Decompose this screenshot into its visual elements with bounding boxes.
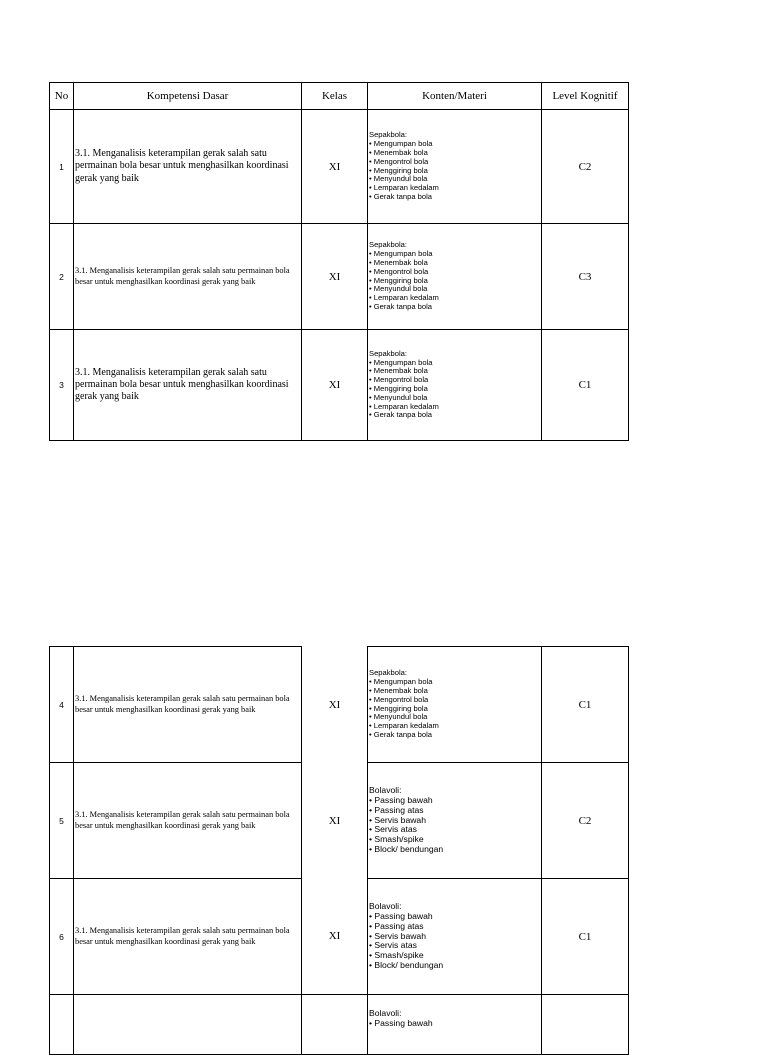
- konten-line: • Lemparan kedalam: [369, 401, 439, 411]
- konten-line: Bolavoli:: [369, 900, 402, 911]
- table-row: [50, 647, 629, 763]
- konten-materi-cell: [368, 879, 542, 995]
- header-kompetensi-dasar: Kompetensi Dasar: [74, 83, 302, 110]
- kelas-cell: XI: [302, 110, 368, 224]
- level-kognitif-cell: [542, 995, 629, 1055]
- table-row: [50, 763, 629, 879]
- konten-line: • Mengumpan bola: [369, 249, 433, 259]
- konten-line: Bolavoli:: [369, 784, 402, 795]
- konten-line: • Lemparan kedalam: [369, 721, 439, 731]
- row-number: 6: [50, 879, 74, 995]
- konten-line: • Menggiring bola: [369, 703, 428, 713]
- konten-materi-cell: [368, 330, 542, 441]
- header-konten-materi: Konten/Materi: [368, 83, 542, 110]
- konten-line: • Passing bawah: [369, 794, 433, 805]
- konten-line: • Passing bawah: [369, 1017, 433, 1028]
- konten-line: • Mengontrol bola: [369, 375, 429, 385]
- konten-line: • Gerak tanpa bola: [369, 301, 433, 311]
- konten-materi-cell: [368, 995, 542, 1055]
- konten-materi-cell: [368, 224, 542, 330]
- konten-line: • Block/ bendungan: [369, 844, 444, 855]
- konten-line: Sepakbola:: [369, 240, 407, 250]
- konten-line: • Mengumpan bola: [369, 677, 433, 687]
- konten-line: • Menembak bola: [369, 257, 428, 267]
- konten-line: • Servis bawah: [369, 930, 426, 941]
- konten-line: • Block/ bendungan: [369, 960, 444, 971]
- konten-line: • Smash/spike: [369, 834, 424, 845]
- kelas-cell: [302, 995, 368, 1055]
- header-kelas: Kelas: [302, 83, 368, 110]
- konten-line: • Lemparan kedalam: [369, 293, 439, 303]
- row-number: 1: [50, 110, 74, 224]
- konten-line: • Menggiring bola: [369, 275, 428, 285]
- konten-line: • Gerak tanpa bola: [369, 410, 433, 420]
- row-number: 5: [50, 763, 74, 879]
- level-kognitif-cell: C2: [542, 110, 629, 224]
- konten-materi-cell: [368, 110, 542, 224]
- competency-table-bottom: [49, 646, 629, 1055]
- konten-line: • Smash/spike: [369, 950, 424, 961]
- kelas-cell: XI: [302, 224, 368, 330]
- header-no: No: [50, 83, 74, 110]
- kompetensi-dasar-cell: 3.1. Menganalisis keterampilan gerak salah satu permainan bola besar untuk menghasilkan koordinasi gerak yang baik: [74, 647, 302, 763]
- table-row: [50, 995, 629, 1055]
- row-number: [50, 995, 74, 1055]
- level-kognitif-cell: C1: [542, 879, 629, 995]
- konten-materi-cell: [368, 647, 542, 763]
- konten-line: • Mengontrol bola: [369, 266, 429, 276]
- konten-line: • Menggiring bola: [369, 384, 428, 393]
- konten-line: • Mengontrol bola: [369, 694, 429, 704]
- row-number: 2: [50, 224, 74, 330]
- kompetensi-dasar-cell: 3.1. Menganalisis keterampilan gerak salah satu permainan bola besar untuk menghasilkan koordinasi gerak yang baik: [74, 879, 302, 995]
- konten-line: • Mengontrol bola: [369, 156, 429, 166]
- konten-line: • Gerak tanpa bola: [369, 729, 433, 739]
- konten-line: • Menyundul bola: [369, 712, 428, 722]
- competency-table-top: [49, 82, 629, 441]
- level-kognitif-cell: C3: [542, 224, 629, 330]
- konten-line: • Lemparan kedalam: [369, 183, 439, 193]
- konten-line: • Menembak bola: [369, 147, 428, 157]
- table-header-row: [50, 83, 629, 110]
- konten-line: • Menggiring bola: [369, 165, 428, 175]
- kompetensi-dasar-cell: 3.1. Menganalisis keterampilan gerak salah satu permainan bola besar untuk menghasilkan koordinasi gerak yang baik: [74, 330, 302, 441]
- konten-line: Sepakbola:: [369, 130, 407, 140]
- konten-line: Bolavoli:: [369, 1008, 402, 1018]
- konten-line: • Passing atas: [369, 804, 424, 815]
- header-level-kognitif: Level Kognitif: [542, 83, 629, 110]
- level-kognitif-cell: C1: [542, 330, 629, 441]
- row-number: 3: [50, 330, 74, 441]
- konten-line: • Menembak bola: [369, 366, 428, 376]
- level-kognitif-cell: C1: [542, 647, 629, 763]
- konten-line: • Menyundul bola: [369, 174, 428, 184]
- kelas-cell: XI: [302, 330, 368, 441]
- table-row: [50, 879, 629, 995]
- konten-line: • Mengumpan bola: [369, 357, 433, 367]
- konten-line: • Mengumpan bola: [369, 139, 433, 149]
- konten-line: • Menyundul bola: [369, 284, 428, 294]
- konten-line: • Servis atas: [369, 824, 417, 835]
- table-row: [50, 110, 629, 224]
- konten-line: • Menembak bola: [369, 685, 428, 695]
- level-kognitif-cell: C2: [542, 763, 629, 879]
- kompetensi-dasar-cell: 3.1. Menganalisis keterampilan gerak salah satu permainan bola besar untuk menghasilkan koordinasi gerak yang baik: [74, 224, 302, 330]
- konten-line: • Menyundul bola: [369, 392, 428, 402]
- konten-materi-cell: [368, 763, 542, 879]
- kompetensi-dasar-cell: 3.1. Menganalisis keterampilan gerak salah satu permainan bola besar untuk menghasilkan koordinasi gerak yang baik: [74, 110, 302, 224]
- konten-line: • Gerak tanpa bola: [369, 191, 433, 201]
- kelas-cell: XI: [302, 879, 368, 995]
- kompetensi-dasar-cell: 3.1. Menganalisis keterampilan gerak salah satu permainan bola besar untuk menghasilkan koordinasi gerak yang baik: [74, 763, 302, 879]
- kelas-cell: XI: [302, 647, 368, 763]
- konten-line: Sepakbola:: [369, 348, 407, 358]
- konten-line: • Passing bawah: [369, 910, 433, 921]
- konten-line: • Servis bawah: [369, 814, 426, 825]
- row-number: 4: [50, 647, 74, 763]
- konten-line: • Servis atas: [369, 940, 417, 951]
- kelas-cell: XI: [302, 763, 368, 879]
- table-row: [50, 224, 629, 330]
- konten-line: Sepakbola:: [369, 668, 407, 678]
- table-row: [50, 330, 629, 441]
- kompetensi-dasar-cell: [74, 995, 302, 1055]
- konten-line: • Passing atas: [369, 920, 424, 931]
